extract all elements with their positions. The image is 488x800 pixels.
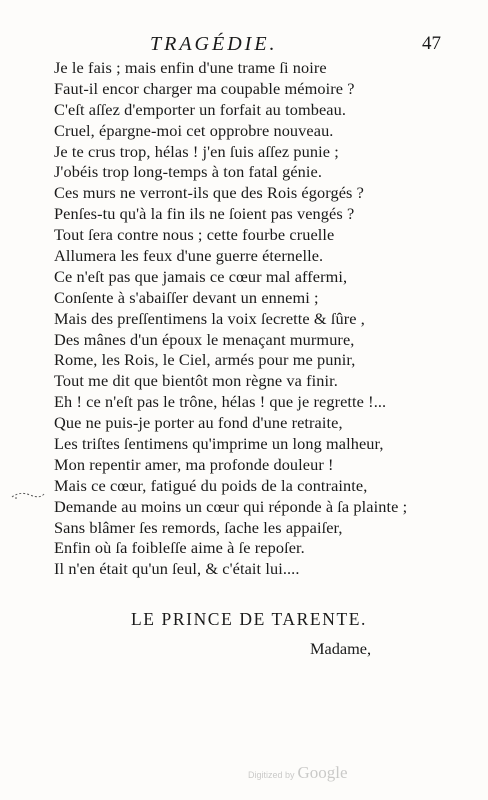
reply-line: Madame, <box>310 639 372 658</box>
verse-line: Penſes-tu qu'à la fin ils ne ſoient pas vengés ? <box>54 204 355 224</box>
verse-line: Cruel, épargne-moi cet opprobre nouveau. <box>54 120 334 140</box>
verse-line: J'obéis trop long-temps à ton fatal génie. <box>54 162 323 182</box>
verse-line: Mais des preſſentimens la voix ſecrette & ſûre , <box>54 308 365 328</box>
verse-line: C'eſt aſſez d'emporter un forfait au tombeau. <box>54 99 347 119</box>
verse-line: Faut-il encor charger ma coupable mémoire ? <box>54 78 355 98</box>
verse-line: Je le fais ; mais enfin d'une trame ſi noire <box>54 58 327 77</box>
page-number: 47 <box>422 33 441 54</box>
ink-mark <box>10 488 46 502</box>
verse-line: Mon repentir amer, ma profonde douleur ! <box>54 454 334 474</box>
verse-line: Des mânes d'un époux le menaçant murmure, <box>54 329 355 349</box>
verse-line: Les triſtes ſentimens qu'imprime un long malheur, <box>54 434 384 454</box>
verse-line: Que ne puis-je porter au fond d'une retraite, <box>54 413 343 433</box>
verse-line: Demande au moins un cœur qui réponde à ſa plainte ; <box>54 496 408 516</box>
verse-line: Ce n'eſt pas que jamais ce cœur mal affermi, <box>54 266 348 286</box>
verse-line: Conſente à s'abaiſſer devant un ennemi ; <box>54 287 319 307</box>
verse-line: Enfin où ſa foibleſſe aime à ſe repoſer. <box>54 538 305 558</box>
verse-line: Allumera les feux d'une guerre éternelle. <box>54 246 324 266</box>
watermark-prefix: Digitized by <box>248 770 295 780</box>
verse-line: Sans blâmer ſes remords, ſache les appaiſer, <box>54 517 343 537</box>
digitization-watermark <box>248 763 348 785</box>
running-head <box>0 32 488 56</box>
verse-block <box>54 58 454 580</box>
watermark-logo: Google <box>297 763 348 782</box>
running-title: TRAGÉDIE. <box>150 33 278 55</box>
verse-line: Mais ce cœur, fatigué du poids de la contrainte, <box>54 475 368 495</box>
speaker-name: LE PRINCE DE TARENTE. <box>130 609 368 629</box>
verse-line: Tout me dit que bientôt mon règne va finir. <box>54 371 338 391</box>
verse-line: Tout ſera contre nous ; cette fourbe cruelle <box>54 225 335 245</box>
verse-line: Ces murs ne verront-ils que des Rois égorgés ? <box>54 183 364 203</box>
verse-line: Il n'en était qu'un ſeul, & c'était lui.... <box>54 559 300 579</box>
verse-line: Je te crus trop, hélas ! j'en ſuis aſſez punie ; <box>54 141 339 161</box>
verse-line: Rome, les Rois, le Ciel, armés pour me punir, <box>54 350 356 370</box>
verse-line: Eh ! ce n'eſt pas le trône, hélas ! que je regrette !... <box>54 392 387 412</box>
